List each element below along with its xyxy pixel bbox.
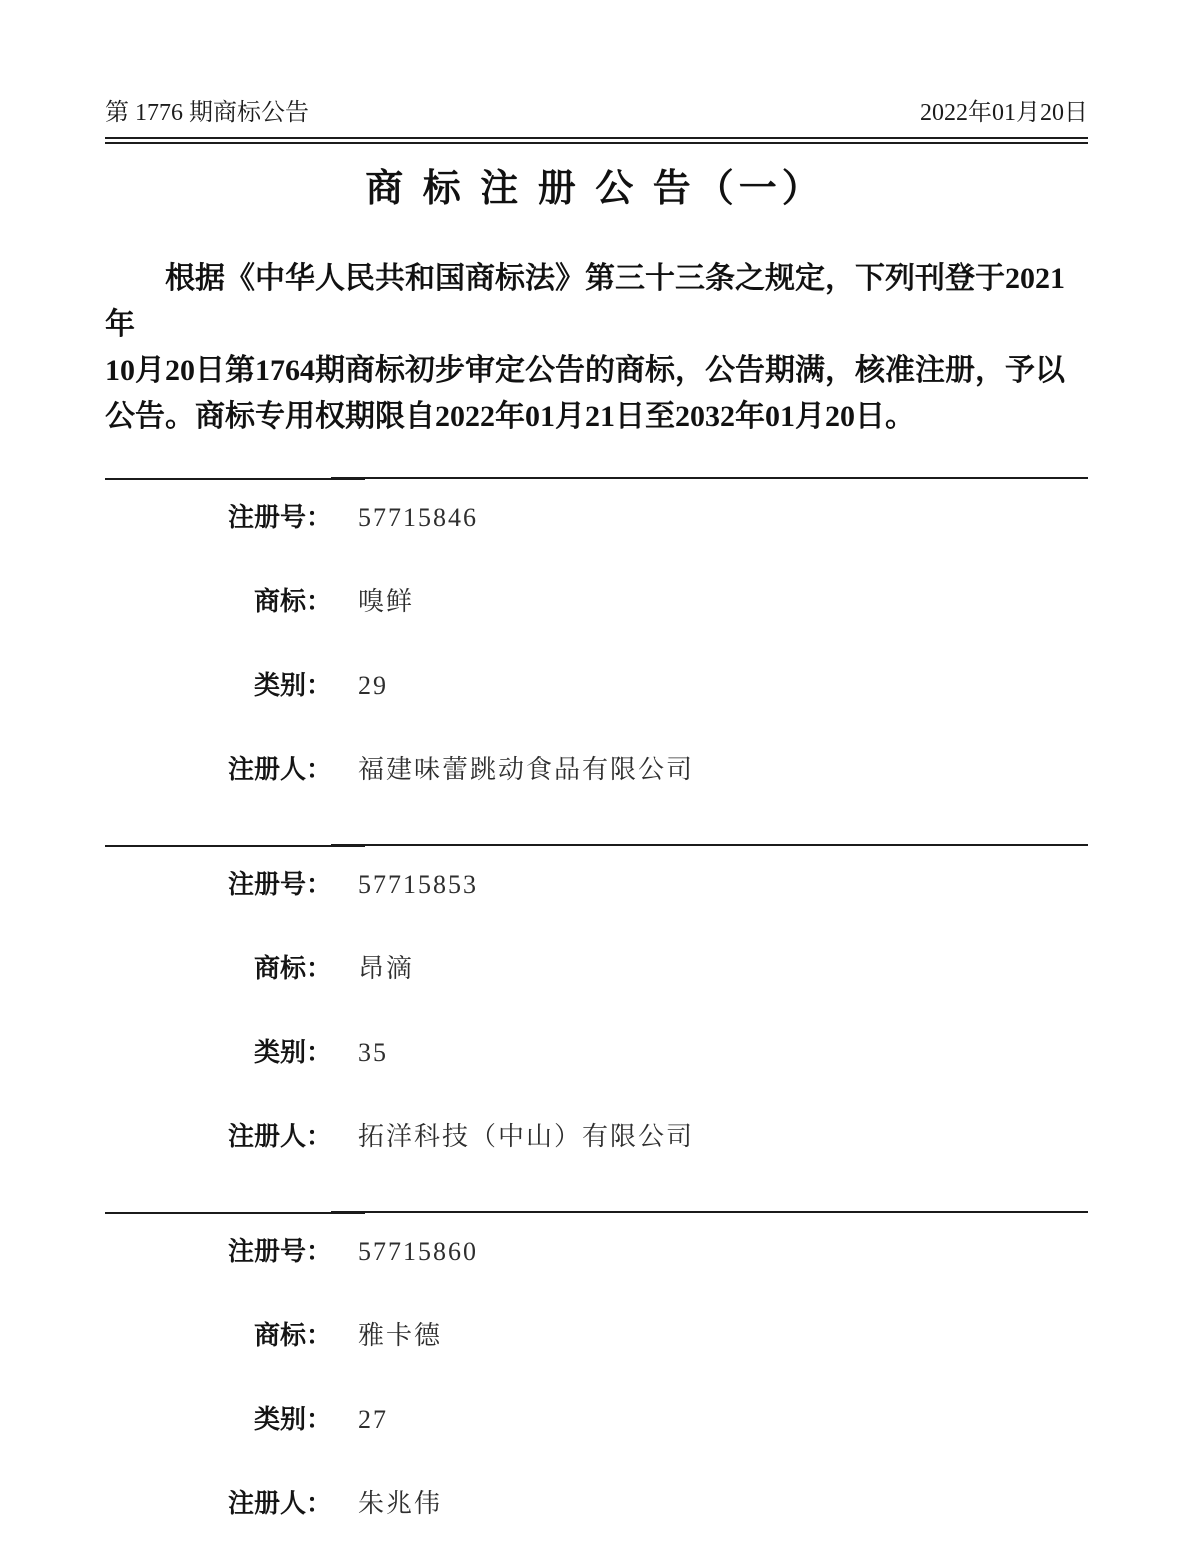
registrant-label: 注册人： [227,755,332,784]
field-row-category [105,1399,1088,1436]
field-row-registrant [105,749,1088,786]
rule-segment-left [105,845,365,847]
intro-line-1: 根据《中华人民共和国商标法》第三十三条之规定，下列刊登于2021年 [105,262,1065,341]
category-label: 类别： [253,671,332,700]
trademark-entry [105,1215,1088,1520]
gazette-date-label: 2022年01月20日 [920,100,1088,126]
intro-line-2: 10月20日第1764期商标初步审定公告的商标，公告期满，核准注册，予以 [105,354,1065,387]
trademark-entry [105,481,1088,786]
reg-no-label: 注册号： [227,870,332,899]
field-row-trademark [105,1315,1088,1352]
registrant-value: 福建味蕾跳动食品有限公司 [358,755,695,784]
field-row-registrant [105,1116,1088,1153]
header-double-rule [105,137,1088,144]
registrant-label: 注册人： [227,1122,332,1151]
entry-separator-rule [105,476,1088,481]
registrant-value: 朱兆伟 [358,1489,443,1518]
field-row-reg-no [105,1231,1088,1268]
reg-no-label: 注册号： [227,503,332,532]
field-row-trademark [105,581,1088,618]
rule-segment-right [331,1211,1088,1213]
trademark-entry [105,848,1088,1153]
field-row-registrant [105,1483,1088,1520]
category-value: 27 [358,1405,388,1434]
field-row-trademark [105,948,1088,985]
reg-no-label: 注册号： [227,1237,332,1266]
field-row-category [105,1032,1088,1069]
trademark-label: 商标： [253,587,332,616]
trademark-value: 昂滴 [358,954,415,983]
rule-segment-left [105,1212,365,1214]
field-row-reg-no [105,497,1088,534]
trademark-value: 嗅鲜 [358,587,415,616]
gazette-issue-label: 第 1776 期商标公告 [105,100,309,126]
rule-segment-left [105,478,365,480]
category-label: 类别： [253,1405,332,1434]
intro-line-3: 公告。商标专用权期限自2022年01月21日至2032年01月20日。 [105,400,915,433]
trademark-label: 商标： [253,954,332,983]
reg-no-value: 57715846 [358,503,478,532]
entry-separator-rule [105,1210,1088,1215]
category-value: 35 [358,1038,388,1067]
registrant-label: 注册人： [227,1489,332,1518]
registrant-value: 拓洋科技（中山）有限公司 [358,1122,695,1151]
trademark-value: 雅卡德 [358,1321,443,1350]
category-value: 29 [358,671,388,700]
category-label: 类别： [253,1038,332,1067]
page-title: 商 标 注 册 公 告（一） [365,168,825,210]
field-row-reg-no [105,864,1088,901]
reg-no-value: 57715853 [358,870,478,899]
rule-segment-right [331,477,1088,479]
entry-separator-rule [105,843,1088,848]
trademark-label: 商标： [253,1321,332,1350]
records-list [105,476,1088,1564]
reg-no-value: 57715860 [358,1237,478,1266]
intro-paragraph [105,256,1087,440]
field-row-category [105,665,1088,702]
page-header [105,92,1088,127]
rule-segment-right [331,844,1088,846]
